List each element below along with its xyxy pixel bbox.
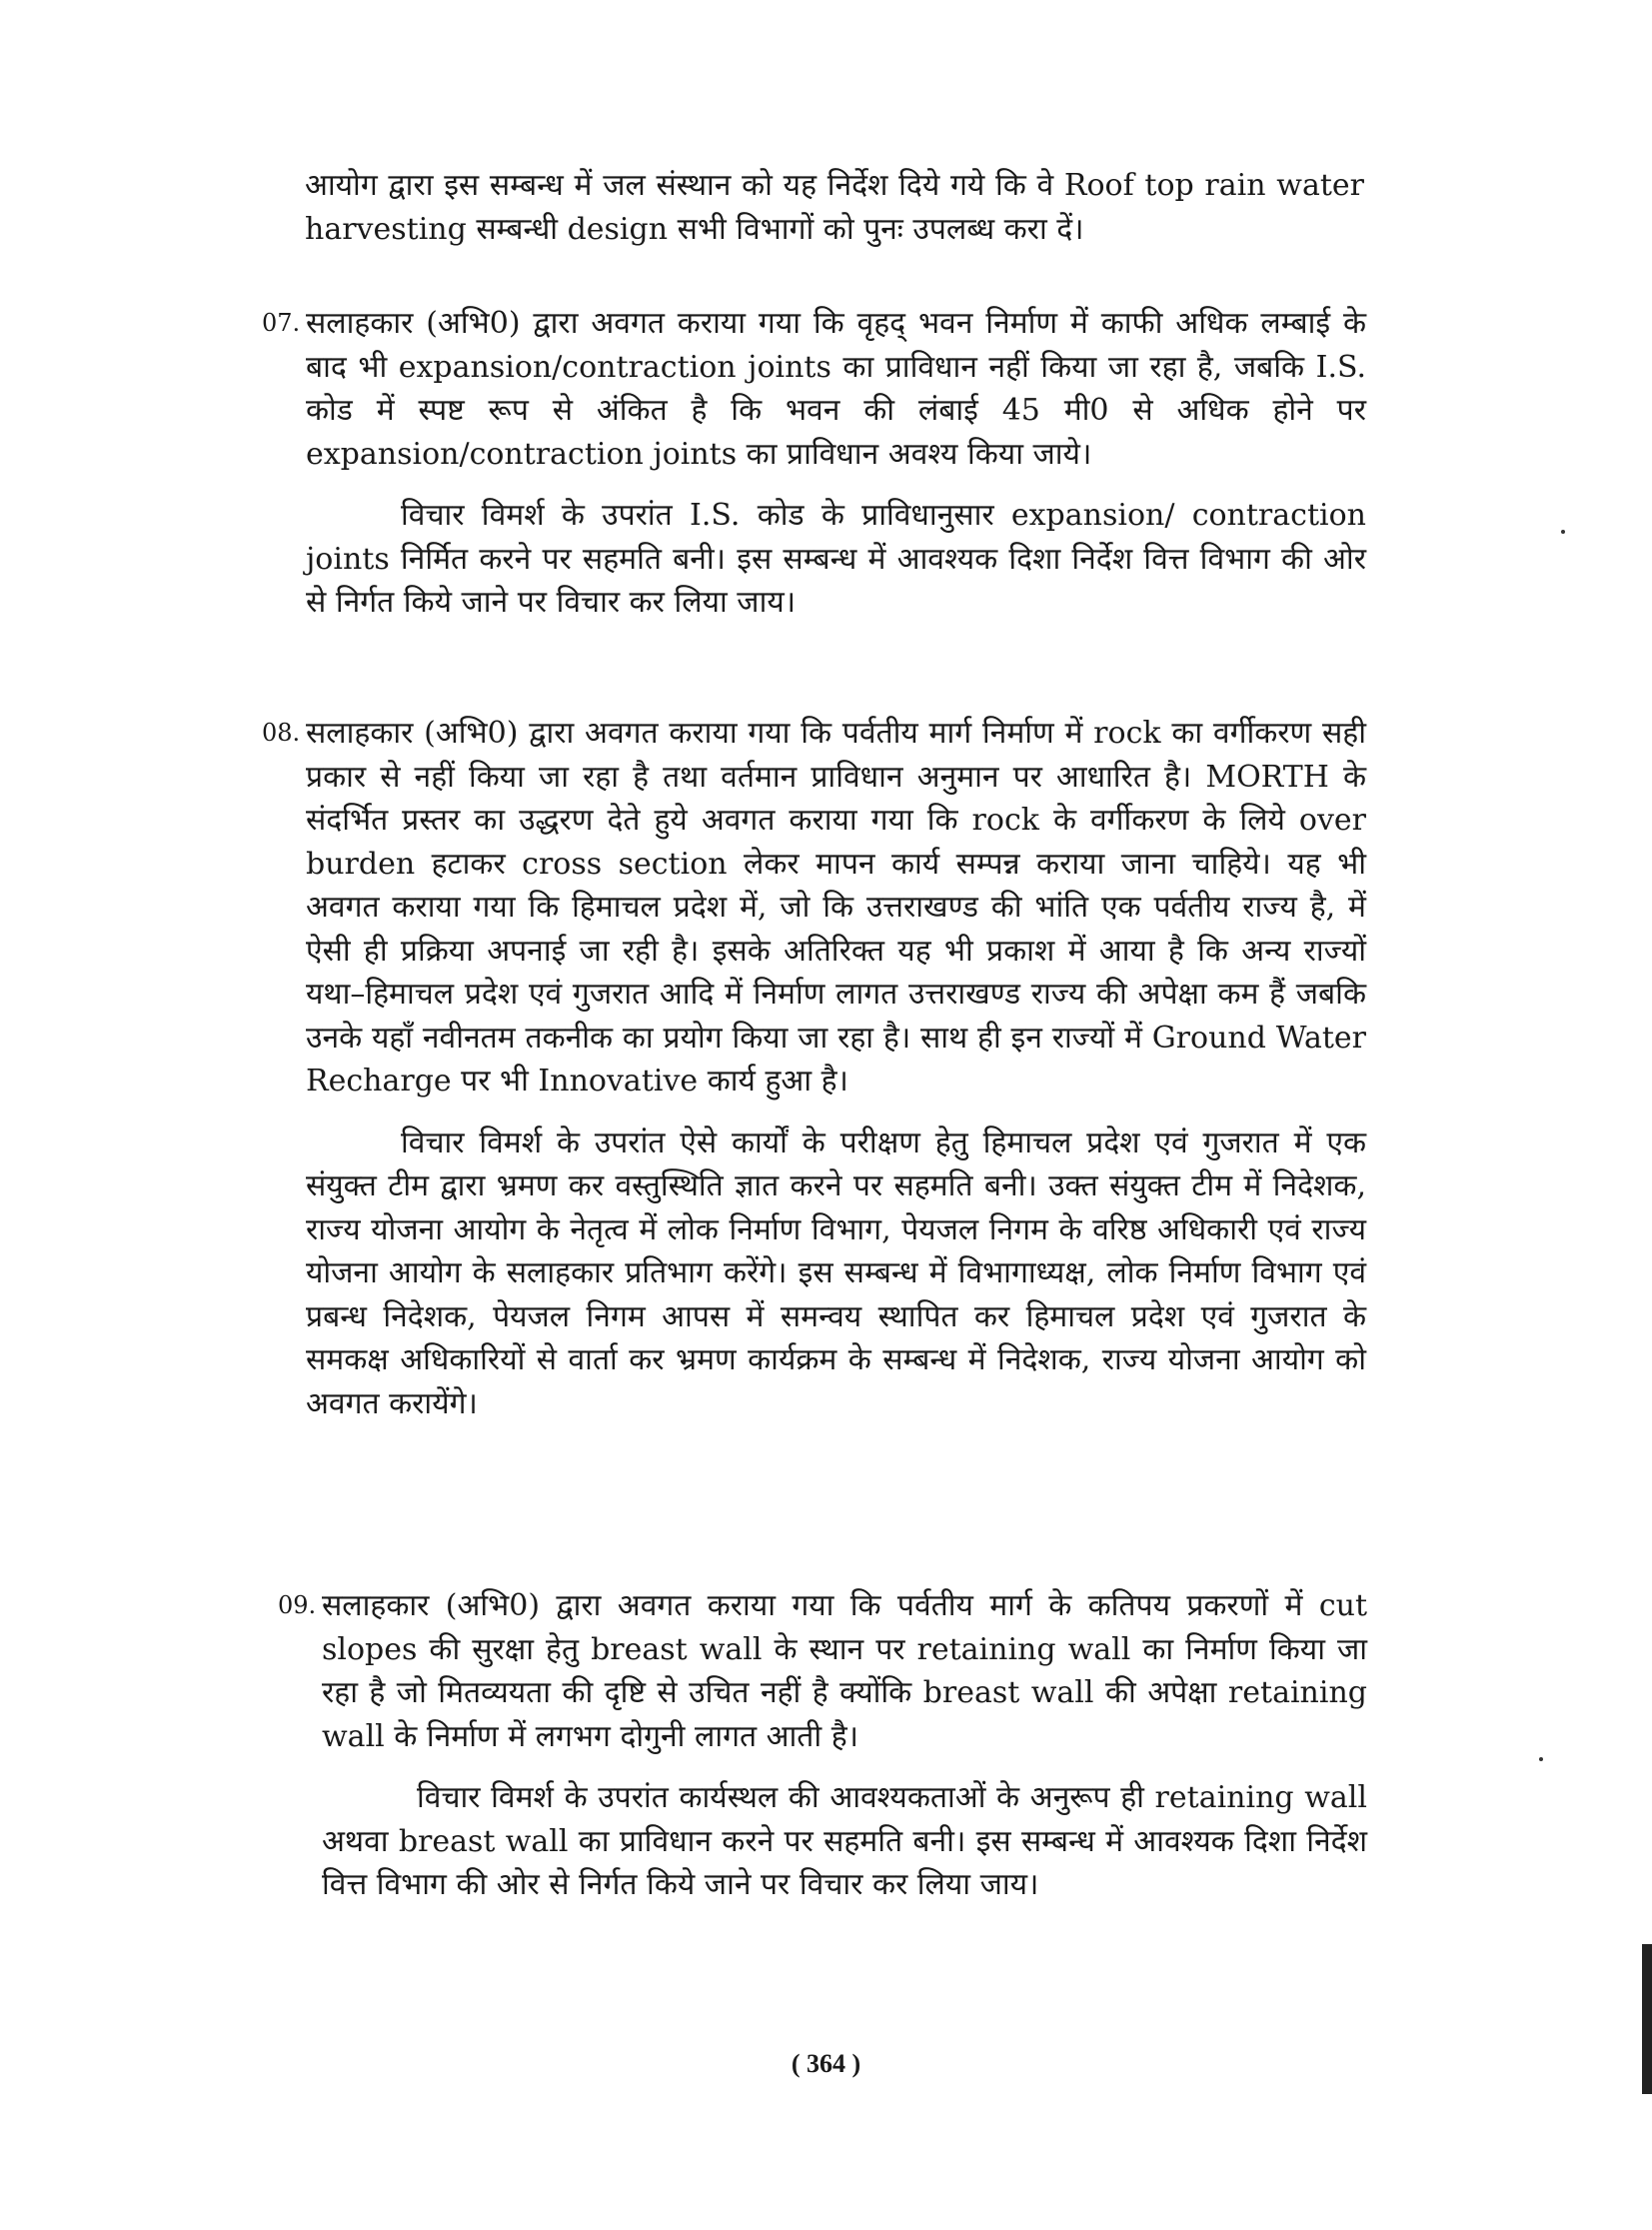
page-number: ( 364 ) (791, 2049, 861, 2078)
scan-speck (1539, 1757, 1543, 1761)
agenda-item-08 (262, 712, 1366, 1425)
intro-paragraph (305, 164, 1364, 251)
item-body (306, 712, 1366, 1425)
item-text: सलाहकार (अभि0) द्वारा अवगत कराया गया कि पर्वतीय मार्ग निर्माण में rock का वर्गीकरण सही प्रकार से नहीं किया जा रहा है तथा वर्तमान प्राविधान अनुमान पर आधारित है। MORTH के संदर्भित प्रस्तर का उद्धरण देते हुये अवगत कराया गया कि rock के वर्गीकरण के लिये over burden हटाकर cross section लेकर मापन कार्य सम्पन्न कराया जाना चाहिये। यह भी अवगत कराया गया कि हिमाचल प्रदेश में, जो कि उत्तराखण्ड की भांति एक पर्वतीय राज्य है, में ऐसी ही प्रक्रिया अपनाई जा रही है। इसके अतिरिक्त यह भी प्रकाश में आया है कि अन्य राज्यों यथा–हिमाचल प्रदेश एवं गुजरात आदि में निर्माण लागत उत्तराखण्ड राज्य की अपेक्षा कम हैं जबकि उनके यहाँ नवीनतम तकनीक का प्रयोग किया जा रहा है। साथ ही इन राज्यों में Ground Water Recharge पर भी Innovative कार्य हुआ है। (306, 716, 1366, 1099)
item-body (306, 302, 1366, 625)
item-decision: विचार विमर्श के उपरांत ऐसे कार्यों के परीक्षण हेतु हिमाचल प्रदेश एवं गुजरात में एक संयुक्त टीम द्वारा भ्रमण कर वस्तुस्थिति ज्ञात करने पर सहमति बनी। उक्त संयुक्त टीम में निदेशक, राज्य योजना आयोग के नेतृत्व में लोक निर्माण विभाग, पेयजल निगम के वरिष्ठ अधिकारी एवं राज्य योजना आयोग के सलाहकार प्रतिभाग करेंगे। इस सम्बन्ध में विभागाध्यक्ष, लोक निर्माण विभाग एवं प्रबन्ध निदेशक, पेयजल निगम आपस में समन्वय स्थापित कर हिमाचल प्रदेश एवं गुजरात के समकक्ष अधिकारियों से वार्ता कर भ्रमण कार्यक्रम के सम्बन्ध में निदेशक, राज्य योजना आयोग को अवगत करायेंगे। (306, 1124, 1366, 1421)
item-text: सलाहकार (अभि0) द्वारा अवगत कराया गया कि पर्वतीय मार्ग के कतिपय प्रकरणों में cut slopes की सुरक्षा हेतु breast wall के स्थान पर retaining wall का निर्माण किया जा रहा है जो मितव्ययता की दृष्टि से उचित नहीं है क्योंकि breast wall की अपेक्षा retaining wall के निर्माण में लगभग दोगुनी लागत आती है। (322, 1588, 1367, 1754)
scan-edge-shadow (1642, 1944, 1652, 2094)
agenda-item-09 (278, 1584, 1367, 1907)
item-body (322, 1584, 1367, 1907)
item-number: 09. (278, 1591, 317, 1619)
intro-text: आयोग द्वारा इस सम्बन्ध में जल संस्थान को यह निर्देश दिये गये कि वे Roof top rain water harvesting सम्बन्धी design सभी विभागों को पुनः उपलब्ध करा दें। (305, 168, 1364, 247)
item-decision: विचार विमर्श के उपरांत I.S. कोड के प्राविधानुसार expansion/ contraction joints निर्मित करने पर सहमति बनी। इस सम्बन्ध में आवश्यक दिशा निर्देश वित्त विभाग की ओर से निर्गत किये जाने पर विचार कर लिया जाय। (306, 498, 1366, 620)
item-decision: विचार विमर्श के उपरांत कार्यस्थल की आवश्यकताओं के अनुरूप ही retaining wall अथवा breast wall का प्राविधान करने पर सहमति बनी। इस सम्बन्ध में आवश्यक दिशा निर्देश वित्त विभाग की ओर से निर्गत किये जाने पर विचार कर लिया जाय। (322, 1780, 1367, 1902)
item-number: 07. (262, 309, 301, 337)
item-text: सलाहकार (अभि0) द्वारा अवगत कराया गया कि वृहद् भवन निर्माण में काफी अधिक लम्बाई के बाद भी expansion/contraction joints का प्राविधान नहीं किया जा रहा है, जबकि I.S. कोड में स्पष्ट रूप से अंकित है कि भवन की लंबाई 45 मी0 से अधिक होने पर expansion/contraction joints का प्राविधान अवश्य किया जाये। (306, 306, 1366, 472)
item-number: 08. (262, 719, 301, 747)
agenda-item-07 (262, 302, 1366, 625)
scan-speck (1561, 530, 1565, 534)
